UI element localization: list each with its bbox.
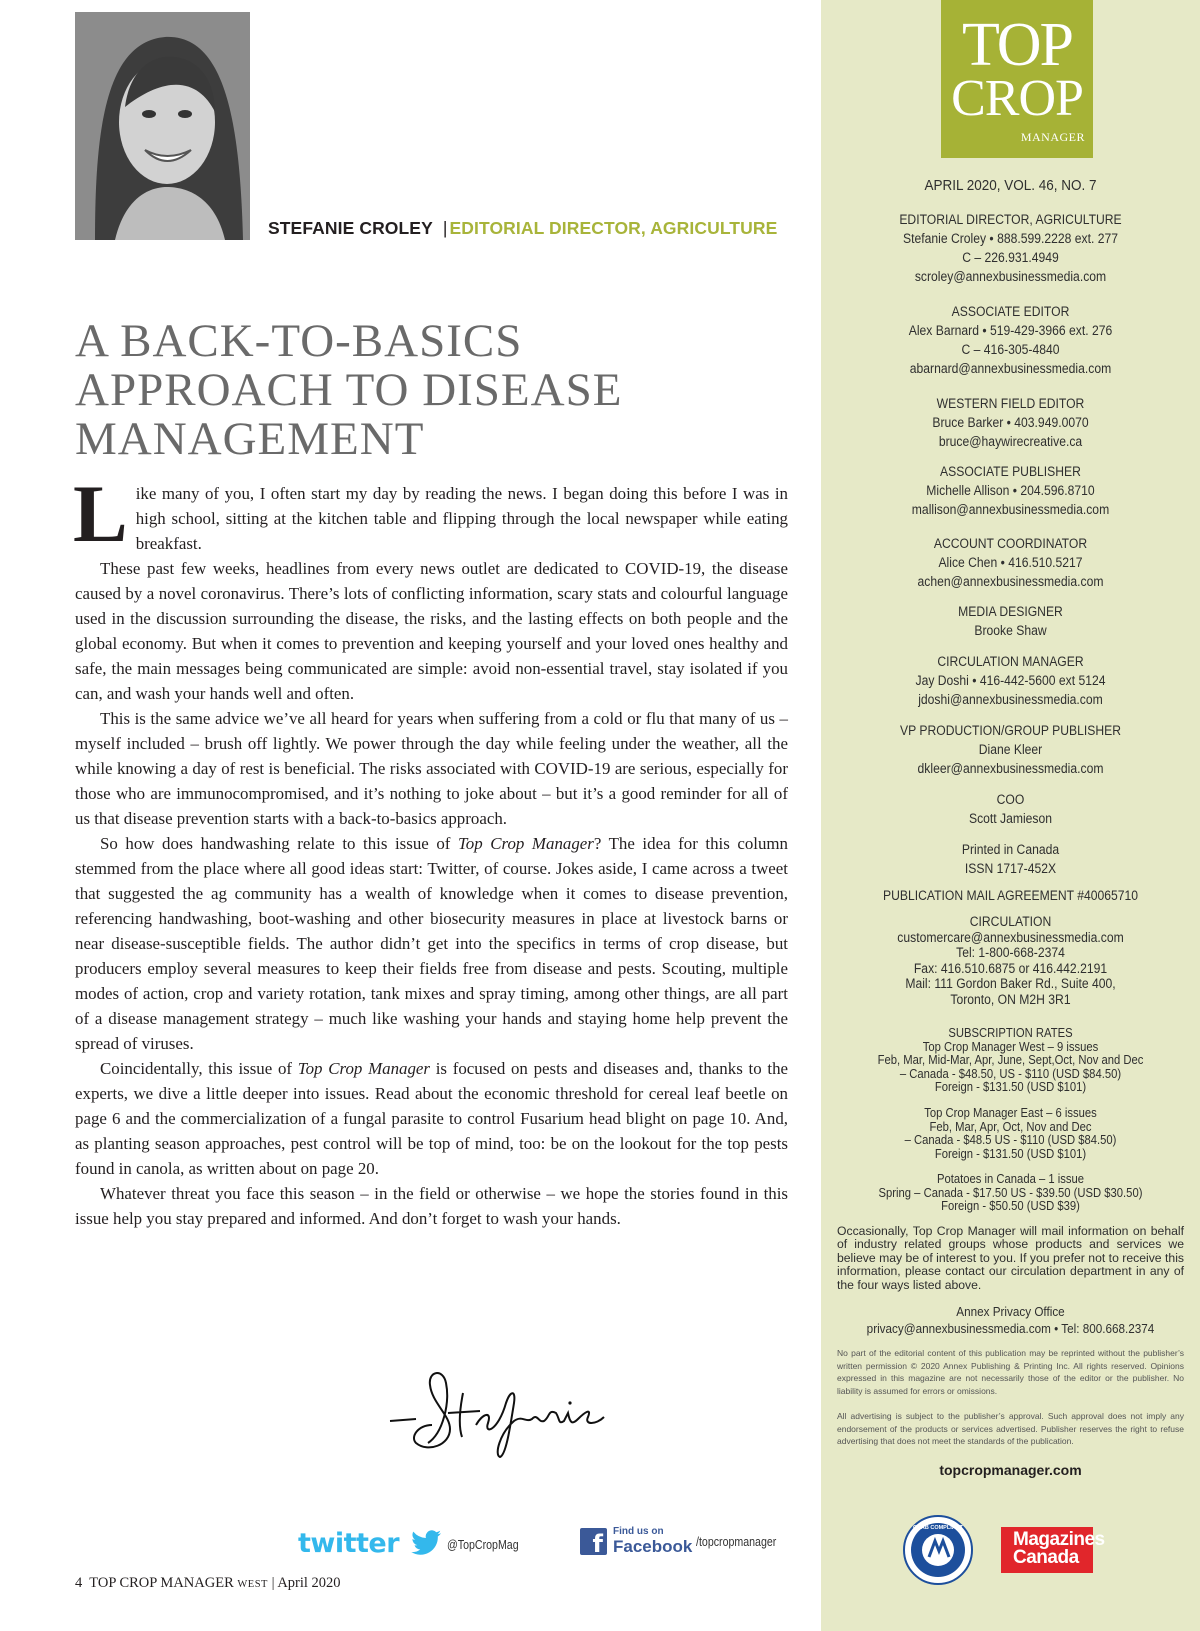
page-number: 4 (75, 1575, 83, 1591)
ccab-seal-icon (903, 1515, 973, 1585)
drop-cap: L (73, 468, 128, 559)
article-paragraph: These past few weeks, headlines from every news outlet are dedicated to COVID-19, the disease caused by a novel coronavirus. There’s lots of conflicting information, scary stats and colourful language used in the discussion surrounding the disease, the risks, and the lasting effects on both people and the global economy. But when it comes to prevention and keeping yourself and your loved ones healthy and safe, the main messages being communicated are simple: avoid non-essential travel, stay isolated if you can, and wash your hands well and often. (75, 559, 788, 703)
folio-magazine: TOP CROP MANAGER (89, 1575, 234, 1591)
staff-associate-editor: ASSOCIATE EDITOR Alex Barnard • 519-429-3966 ext. 276 C – 416-305-4840 abarnard@annexbusinessmedia.com (908, 304, 1113, 376)
subscription-rates-west: SUBSCRIPTION RATES Top Crop Manager West – 9 issues Feb, Mar, Mid-Mar, Apr, June, Sept,Oct, Nov and Dec – Canada - $48.50, US - $110 (USD $84.50) Foreign - $131.50 (USD $101) (877, 1026, 1144, 1094)
advertising-notice: All advertising is subject to the publisher’s approval. Such approval does not imply any endorsement of the products or services advertised. Publisher reserves the right to refuse advertising that does not meet the standards of the publication. (837, 1411, 1184, 1446)
twitter-wordmark: twitter (298, 1528, 400, 1559)
staff-account-coordinator: ACCOUNT COORDINATOR Alice Chen • 416.510.5217 achen@annexbusinessmedia.com (917, 536, 1104, 589)
website-link[interactable]: topcropmanager.com (939, 1462, 1082, 1478)
logo-crop: CROP (951, 70, 1083, 127)
twitter-bird-icon (410, 1530, 442, 1556)
top-crop-manager-logo (941, 0, 1093, 158)
article-body (73, 468, 789, 1231)
logo-top: TOP (961, 11, 1072, 79)
facebook-icon: f (580, 1528, 607, 1555)
staff-associate-publisher: ASSOCIATE PUBLISHER Michelle Allison • 204.596.8710 mallison@annexbusinessmedia.com (911, 464, 1110, 517)
copyright-notice: No part of the editorial content of this publication may be reprinted without the publisher’s written permission © 2020 Annex Publishing & Printing Inc. All rights reserved. Opinions expressed in this magazine are not necessarily those of the editor or the publisher. No liability is assumed for errors or omissions. (837, 1348, 1184, 1396)
article-paragraph: Like many of you, I often start my day by reading the news. I began doing this before I was in high school, sitting at the kitchen table and flipping through the local newspaper while eating breakfast. (73, 468, 788, 559)
article-paragraph: Coincidentally, this issue of Top Crop Manager is focused on pests and diseases and, thanks to the experts, we dive a little deeper into issues. Read about the economic threshold for cereal leaf beetle on page 6 and the commercialization of a fungal parasite to control Fusarium head blight on page 10. And, as planting season approaches, pest control will be top of mind, too: be on the lookout for the top pests found in canola, as written about on page 20. (75, 1059, 789, 1178)
author-name: STEFANIE CROLEY (268, 218, 433, 238)
handwritten-signature (388, 1363, 608, 1458)
mail-agreement: PUBLICATION MAIL AGREEMENT #40065710 (882, 888, 1139, 903)
page-folio (75, 1575, 341, 1592)
article-paragraph: Whatever threat you face this season – in the field or otherwise – we hope the stories found in this issue help you stay prepared and informed. And don’t forget to wash your hands. (75, 1184, 788, 1228)
staff-western-field-editor: WESTERN FIELD EDITOR Bruce Barker • 403.949.0070 bruce@haywirecreative.ca (932, 396, 1089, 449)
staff-editorial-director: EDITORIAL DIRECTOR, AGRICULTURE Stefanie Croley • 888.599.2228 ext. 277 C – 226.931.4949 scroley@annexbusinessmedia.com (899, 212, 1122, 284)
folio-edition: WEST (237, 1579, 268, 1590)
headline-line: A BACK-TO-BASICS (75, 315, 523, 367)
facebook-find-us: Find us on (613, 1526, 664, 1537)
article-paragraph: This is the same advice we’ve all heard for years when suffering from a cold or flu that many of us – myself included – brush off lightly. We power through the day while feeling under the weather, all the while knowing a day of rest is beneficial. The risks associated with COVID-19 are serious, especially for those who are immunocompromised, and it’s nothing to joke about – but it’s a good reminder for all of us that disease prevention starts with a back-to-basics approach. (75, 709, 788, 828)
staff-coo: COO Scott Jamieson (968, 792, 1053, 826)
magazines-canada-logo: Magazines Canada (1001, 1527, 1093, 1573)
print-info: Printed in Canada ISSN 1717-452X (961, 842, 1060, 876)
author-role: EDITORIAL DIRECTOR, AGRICULTURE (449, 218, 778, 238)
facebook-handle: /topcropmanager (696, 1535, 777, 1549)
subscription-rates-east: Top Crop Manager East – 6 issues Feb, Mar, Apr, Oct, Nov and Dec – Canada - $48.5 US - $110 (USD $84.50) Foreign - $131.50 (USD $101) (904, 1106, 1117, 1161)
issue-line: APRIL 2020, VOL. 46, NO. 7 (924, 177, 1097, 194)
byline (268, 218, 777, 239)
facebook-wordmark: Facebook (613, 1537, 693, 1556)
svg-text:CCAB COMPLIANT: CCAB COMPLIANT (912, 1525, 964, 1531)
headline-line: MANAGEMENT (75, 413, 425, 465)
author-photo (75, 12, 250, 240)
article-paragraph: So how does handwashing relate to this issue of Top Crop Manager? The idea for this column stemmed from the place where all good ideas start: Twitter, of course. Jokes aside, I came across a tweet that suggested the ag community has a wealth of knowledge when it comes to disease prevention, referencing handwashing, boot-washing and other biosecurity measures in place at livestock barns or near disease-susceptible fields. The author didn’t get into the specifics in terms of crop disease, but producers employ several measures to keep their fields free from disease and pests. Scouting, multiple modes of action, crop and variety rotation, tank mixes and spray timing, among other things, are all part of a disease management strategy – much like washing your hands and staying home help prevent the spread of viruses. (75, 834, 789, 1053)
headline-line: APPROACH TO DISEASE (75, 364, 623, 416)
subscription-rates-potatoes: Potatoes in Canada – 1 issue Spring – Canada - $17.50 US - $39.50 (USD $30.50) Foreign - $50.50 (USD $39) (878, 1172, 1143, 1213)
folio-date: April 2020 (277, 1575, 341, 1591)
privacy-office: Annex Privacy Office privacy@annexbusinessmedia.com • Tel: 800.668.2374 (866, 1304, 1155, 1336)
byline-separator: | (442, 218, 448, 238)
mailing-notice: Occasionally, Top Crop Manager will mail information on behalf of industry related groups whose products and services we believe may be of interest to you. If you prefer not to receive this information, please contact our circulation department in any of the four ways listed above. (837, 1224, 1184, 1292)
staff-vp-production: VP PRODUCTION/GROUP PUBLISHER Diane Kleer dkleer@annexbusinessmedia.com (899, 723, 1122, 776)
twitter-handle: @TopCropMag (447, 1538, 519, 1552)
headline (75, 317, 775, 464)
folio-separator: | (271, 1575, 275, 1591)
circulation-contact: CIRCULATION customercare@annexbusinessmedia.com Tel: 1-800-668-2374 Fax: 416.510.6875 or 416.442.2191 Mail: 111 Gordon Baker Rd., Suite 400, Toronto, ON M2H 3R1 (897, 914, 1124, 1007)
logo-manager: MANAGER (1020, 130, 1085, 144)
staff-media-designer: MEDIA DESIGNER Brooke Shaw (958, 604, 1063, 638)
masthead-sidebar (821, 0, 1200, 1631)
staff-circulation-manager: CIRCULATION MANAGER Jay Doshi • 416-442-5600 ext 5124 jdoshi@annexbusinessmedia.com (915, 654, 1106, 707)
